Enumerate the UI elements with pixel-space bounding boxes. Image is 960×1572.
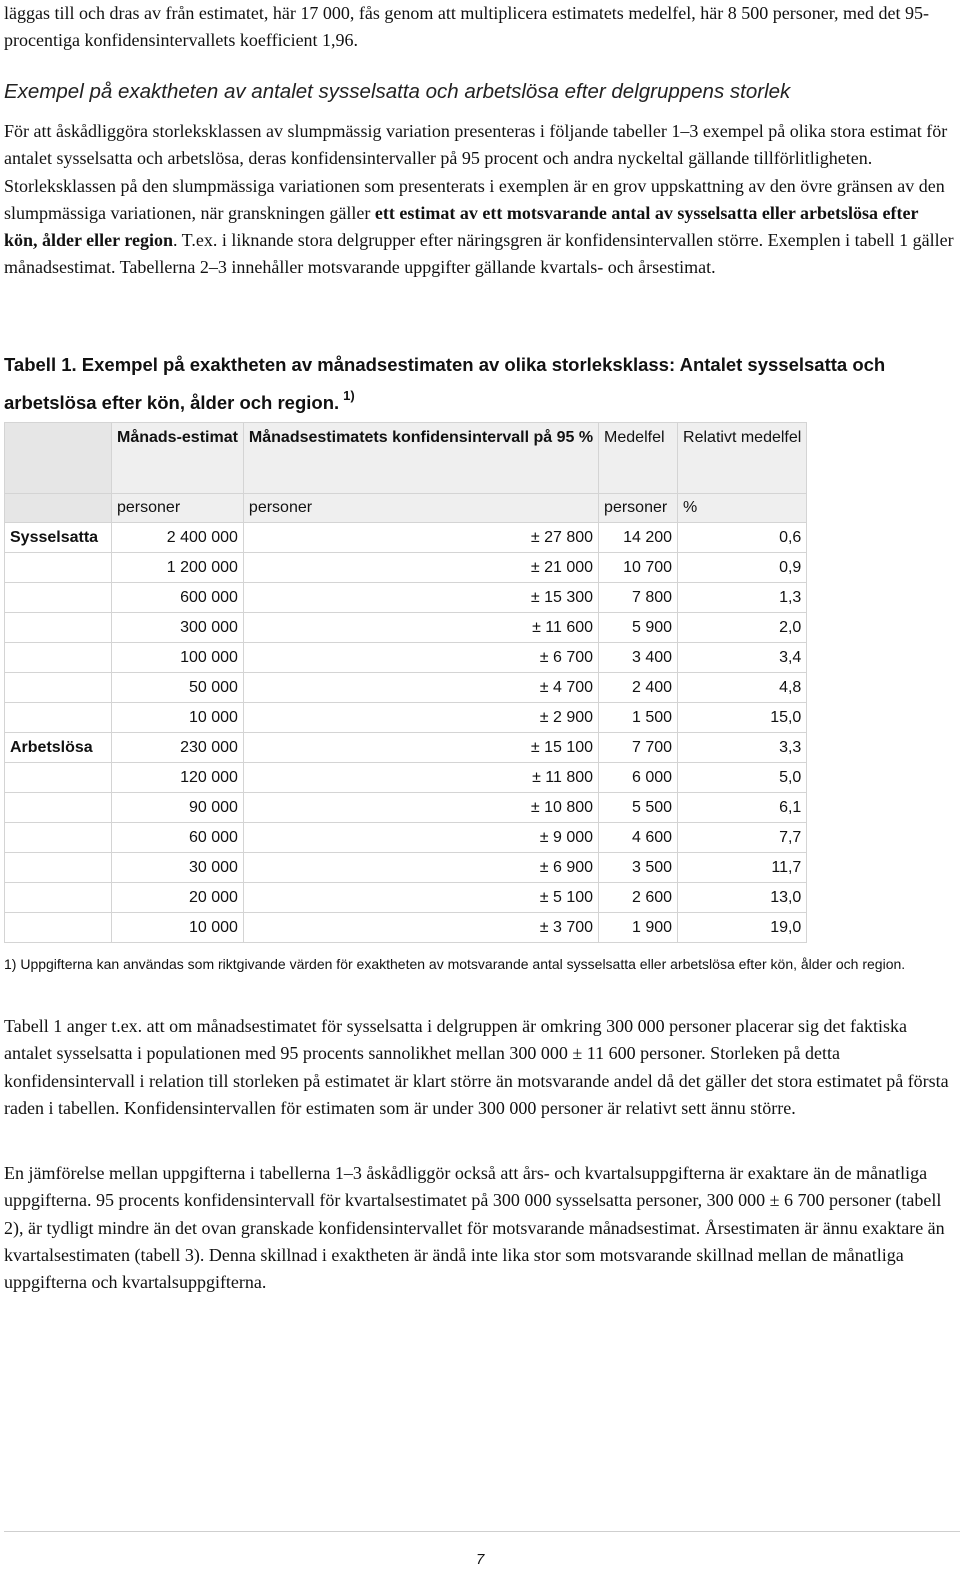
standard-error-cell: 7 700 <box>599 733 678 763</box>
confidence-interval-cell: ± 15 300 <box>243 583 598 613</box>
unit-cell-relative-error: % <box>678 494 807 523</box>
estimate-cell: 100 000 <box>112 643 244 673</box>
standard-error-cell: 2 400 <box>599 673 678 703</box>
unit-cell-confidence-interval: personer <box>243 494 598 523</box>
confidence-interval-cell: ± 27 800 <box>243 523 598 553</box>
intro-text-bold: ett estimat av ett motsvarande antal av sysselsatta eller arbetslösa efter kön, ålder eller region <box>4 202 919 251</box>
standard-error-cell: 5 900 <box>599 613 678 643</box>
relative-error-cell: 4,8 <box>678 673 807 703</box>
standard-error-cell: 1 500 <box>599 703 678 733</box>
unit-cell-empty <box>5 494 112 523</box>
group-label-empty <box>5 793 112 823</box>
table-row <box>5 703 807 733</box>
relative-error-cell: 13,0 <box>678 883 807 913</box>
estimate-cell: 30 000 <box>112 853 244 883</box>
table-row <box>5 733 807 763</box>
confidence-interval-cell: ± 3 700 <box>243 913 598 943</box>
table-row <box>5 883 807 913</box>
group-label-empty <box>5 823 112 853</box>
group-label-empty <box>5 673 112 703</box>
section-subheading: Exempel på exaktheten av antalet sysselsatta och arbetslösa efter delgruppens storlek <box>4 80 791 103</box>
unit-cell-standard-error: personer <box>599 494 678 523</box>
table-row <box>5 583 807 613</box>
group-label-empty <box>5 913 112 943</box>
confidence-interval-cell: ± 11 600 <box>243 613 598 643</box>
table-row <box>5 553 807 583</box>
estimate-cell: 10 000 <box>112 703 244 733</box>
table-title <box>4 349 956 418</box>
standard-error-cell: 10 700 <box>599 553 678 583</box>
unit-cell-estimate: personer <box>112 494 244 523</box>
confidence-interval-cell: ± 10 800 <box>243 793 598 823</box>
standard-error-cell: 3 500 <box>599 853 678 883</box>
standard-error-cell: 4 600 <box>599 823 678 853</box>
table-title-note: 1) <box>343 388 355 403</box>
group-label-empty <box>5 703 112 733</box>
group-label-empty <box>5 553 112 583</box>
intro-paragraph <box>4 118 956 282</box>
group-label-empty <box>5 853 112 883</box>
estimate-cell: 300 000 <box>112 613 244 643</box>
standard-error-cell: 1 900 <box>599 913 678 943</box>
confidence-interval-cell: ± 6 700 <box>243 643 598 673</box>
table-row <box>5 643 807 673</box>
table-title-label: Tabell 1. <box>4 354 77 375</box>
table-row <box>5 673 807 703</box>
top-paragraph: läggas till och dras av från estimatet, här 17 000, fås genom att multiplicera estimatets medelfel, här 8 500 personer, med det 95-procentiga konfidensintervallets koefficient 1,96. <box>4 3 929 51</box>
relative-error-cell: 1,3 <box>678 583 807 613</box>
confidence-interval-cell: ± 6 900 <box>243 853 598 883</box>
table-header-row <box>5 423 807 494</box>
paragraph-2: Tabell 1 anger t.ex. att om månadsestimatet för sysselsatta i delgruppen är omkring 300 000 personer placerar sig det faktiska antalet sysselsatta i populationen med 95 procents sannolikhet mellan 300 000 ± 11 600 personer. Storleken på detta konfidensintervall i relation till storleken på estimatet är klart större än motsvarande andel då det gäller det stora estimatet på första raden i tabellen. Konfidensintervallen för estimaten som är under 300 000 personer är relativt sett ännu större. <box>4 1016 949 1118</box>
relative-error-cell: 3,4 <box>678 643 807 673</box>
footer-divider <box>4 1531 960 1532</box>
table-row <box>5 613 807 643</box>
standard-error-cell: 2 600 <box>599 883 678 913</box>
standard-error-cell: 7 800 <box>599 583 678 613</box>
relative-error-cell: 6,1 <box>678 793 807 823</box>
header-cell-standard-error: Medelfel <box>599 423 678 494</box>
intro-text-part2: . T.ex. i liknande stora delgrupper efter näringsgren är konfidensintervallen större. Exemplen i tabell 1 gäller månadsestimat. Tabellerna 2–3 innehåller motsvarande uppgifter gällande kvartals- och årsestimat. <box>4 230 954 278</box>
estimate-cell: 600 000 <box>112 583 244 613</box>
group-label-empty <box>5 883 112 913</box>
confidence-interval-cell: ± 9 000 <box>243 823 598 853</box>
table-row <box>5 853 807 883</box>
group-label-empty <box>5 763 112 793</box>
table-units-row <box>5 494 807 523</box>
table-row <box>5 823 807 853</box>
table-row <box>5 793 807 823</box>
confidence-interval-cell: ± 2 900 <box>243 703 598 733</box>
relative-error-cell: 2,0 <box>678 613 807 643</box>
confidence-interval-cell: ± 4 700 <box>243 673 598 703</box>
group-label-empty <box>5 583 112 613</box>
estimate-cell: 90 000 <box>112 793 244 823</box>
estimates-table <box>4 422 807 943</box>
table-row <box>5 523 807 553</box>
table-footnote-text: 1) Uppgifterna kan användas som riktgivande värden för exaktheten av motsvarande antal sysselsatta eller arbetslösa efter kön, ålder och region. <box>4 956 906 972</box>
header-cell-estimate: Månads-estimat <box>112 423 244 494</box>
estimate-cell: 120 000 <box>112 763 244 793</box>
intro-text-part1: För att åskådliggöra storleksklassen av slumpmässig variation presenteras i följande tabeller 1–3 exempel på olika stora estimat för antalet sysselsatta och arbetslösa, deras konfidensintervaller på 95 procent och andra nyckeltal gällande tillförlitligheten. Storleksklassen på den slumpmässiga variationen som presenterats i exemplen är en grov uppskattning av den övre gränsen av den slumpmässiga variationen, när granskningen gäller <box>4 121 948 223</box>
header-cell-confidence-interval: Månadsestimatets konfidensintervall på 95 % <box>243 423 598 494</box>
group-label-empty <box>5 613 112 643</box>
confidence-interval-cell: ± 15 100 <box>243 733 598 763</box>
table-title-text: Exempel på exaktheten av månadsestimaten av olika storleksklass: Antalet sysselsatta och arbetslösa efter kön, ålder och region. <box>4 354 886 413</box>
estimate-cell: 50 000 <box>112 673 244 703</box>
header-cell-empty <box>5 423 112 494</box>
relative-error-cell: 5,0 <box>678 763 807 793</box>
standard-error-cell: 14 200 <box>599 523 678 553</box>
estimate-cell: 1 200 000 <box>112 553 244 583</box>
estimate-cell: 10 000 <box>112 913 244 943</box>
table-footnote <box>4 955 956 974</box>
relative-error-cell: 0,6 <box>678 523 807 553</box>
standard-error-cell: 3 400 <box>599 643 678 673</box>
confidence-interval-cell: ± 21 000 <box>243 553 598 583</box>
standard-error-cell: 6 000 <box>599 763 678 793</box>
group-label-empty <box>5 643 112 673</box>
relative-error-cell: 0,9 <box>678 553 807 583</box>
relative-error-cell: 7,7 <box>678 823 807 853</box>
page-number: 7 <box>476 1551 485 1568</box>
relative-error-cell: 3,3 <box>678 733 807 763</box>
confidence-interval-cell: ± 5 100 <box>243 883 598 913</box>
estimate-cell: 230 000 <box>112 733 244 763</box>
table-row <box>5 763 807 793</box>
estimate-cell: 60 000 <box>112 823 244 853</box>
relative-error-cell: 11,7 <box>678 853 807 883</box>
estimate-cell: 2 400 000 <box>112 523 244 553</box>
table-row <box>5 913 807 943</box>
paragraph-3: En jämförelse mellan uppgifterna i tabellerna 1–3 åskådliggör också att års- och kvartalsuppgifterna är exaktare än de månatliga uppgifterna. 95 procents konfidensintervall för kvartalsestimatet på 300 000 sysselsatta personer, 300 000 ± 6 700 personer (tabell 2), är tydligt mindre än det ovan granskade konfidensintervallet för motsvarande månadsestimat. Årsestimaten är ännu exaktare än kvartalsestimaten (tabell 3). Denna skillnad i exaktheten är ändå inte lika stor som motsvarande skillnad mellan de månatliga uppgifterna och kvartalsuppgifterna. <box>4 1163 945 1293</box>
standard-error-cell: 5 500 <box>599 793 678 823</box>
relative-error-cell: 15,0 <box>678 703 807 733</box>
header-cell-relative-error: Relativt medelfel <box>678 423 807 494</box>
group-label: Arbetslösa <box>5 733 112 763</box>
confidence-interval-cell: ± 11 800 <box>243 763 598 793</box>
relative-error-cell: 19,0 <box>678 913 807 943</box>
estimate-cell: 20 000 <box>112 883 244 913</box>
group-label: Sysselsatta <box>5 523 112 553</box>
